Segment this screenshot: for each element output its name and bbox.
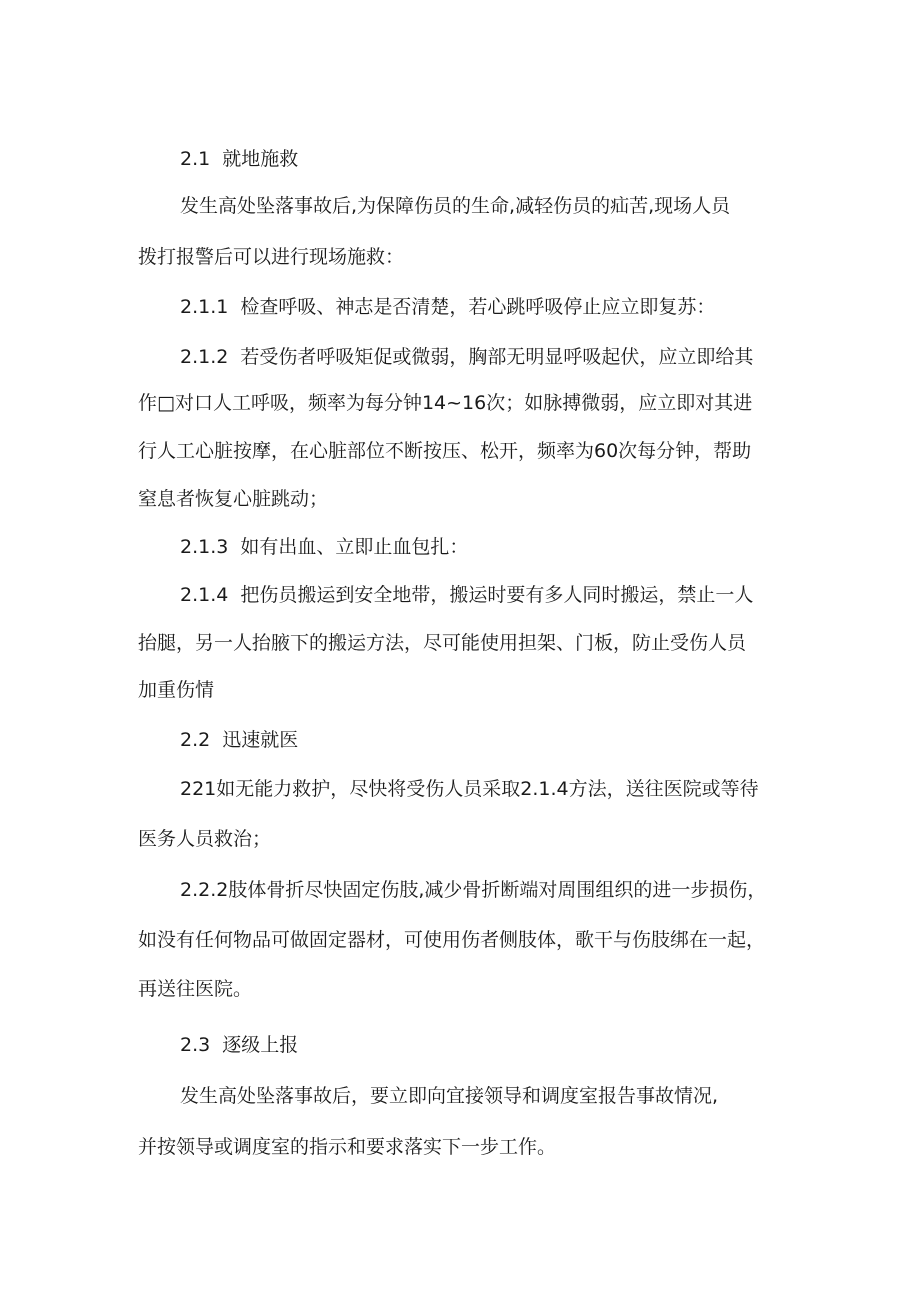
item-number: 2.1.4 [180,584,229,606]
section-title: 就地施救 [222,148,299,170]
item-text: 把伤员搬运到安全地带，搬运时要有多人同时搬运，禁止一人 [240,584,754,606]
paragraph-line: 如没有任何物品可做固定器材，可使用伤者侧肢体，歌干与伤肢绑在一起， [138,929,766,951]
section-heading-2-3 [180,1032,298,1058]
paragraph-line: 发生高处坠落事故后,为保障伤员的生命,减轻伤员的疝苦,现场人员 [180,195,731,217]
paragraph-line: 再送往医院。 [138,978,253,1000]
item-text: 如有出血、立即止血包扎： [240,536,469,558]
item-number: 2.1.1 [180,296,229,318]
section-heading-2-1 [180,146,298,172]
paragraph-line: 2.2.2肢体骨折尽快固定伤肢,减少骨折断端对周围组织的进一步损伤， [180,879,767,901]
item-number: 2.1.2 [180,346,229,368]
item-text: 检查呼吸、神志是否清楚，若心跳呼吸停止应立即复苏： [240,296,716,318]
list-item-2-1-2 [180,344,753,370]
paragraph-line: 医务人员救治； [138,828,272,850]
paragraph-line: 窒息者恢复心脏跳动； [138,488,329,510]
paragraph-line: 加重伤情 [138,679,215,701]
paragraph-line: 行人工心脏按摩，在心脏部位不断按压、松开，频率为60次每分钟，帮助 [138,440,752,462]
paragraph-line: 并按领导或调度室的指示和要求落实下一步工作。 [138,1136,557,1158]
paragraph-line: 抬腿，另一人抬腋下的搬运方法，尽可能使用担架、门板，防止受伤人员 [138,632,747,654]
paragraph-line: 发生高处坠落事故后，要立即向宜接领导和调度室报告事故情况, [180,1085,719,1107]
item-text: 若受伤者呼吸矩促或微弱，胸部无明显呼吸起伏，应立即给其 [240,346,754,368]
section-title: 迅速就医 [222,729,299,751]
list-item-2-1-4 [180,582,753,608]
section-number: 2.3 [180,1034,211,1056]
item-number: 2.1.3 [180,536,229,558]
list-item-2-1-1 [180,294,715,320]
section-title: 逐级上报 [222,1034,299,1056]
paragraph-line: 作□对口人工呼吸，频率为每分钟14~16次；如脉搏微弱，应立即对其进 [138,392,753,414]
section-number: 2.2 [180,729,211,751]
paragraph-line: 221如无能力救护，尽快将受伤人员采取2.1.4方法，送往医院或等待 [180,778,759,800]
section-number: 2.1 [180,148,211,170]
paragraph-line: 拨打报警后可以进行现场施救： [138,246,405,268]
list-item-2-1-3 [180,534,468,560]
section-heading-2-2 [180,727,298,753]
